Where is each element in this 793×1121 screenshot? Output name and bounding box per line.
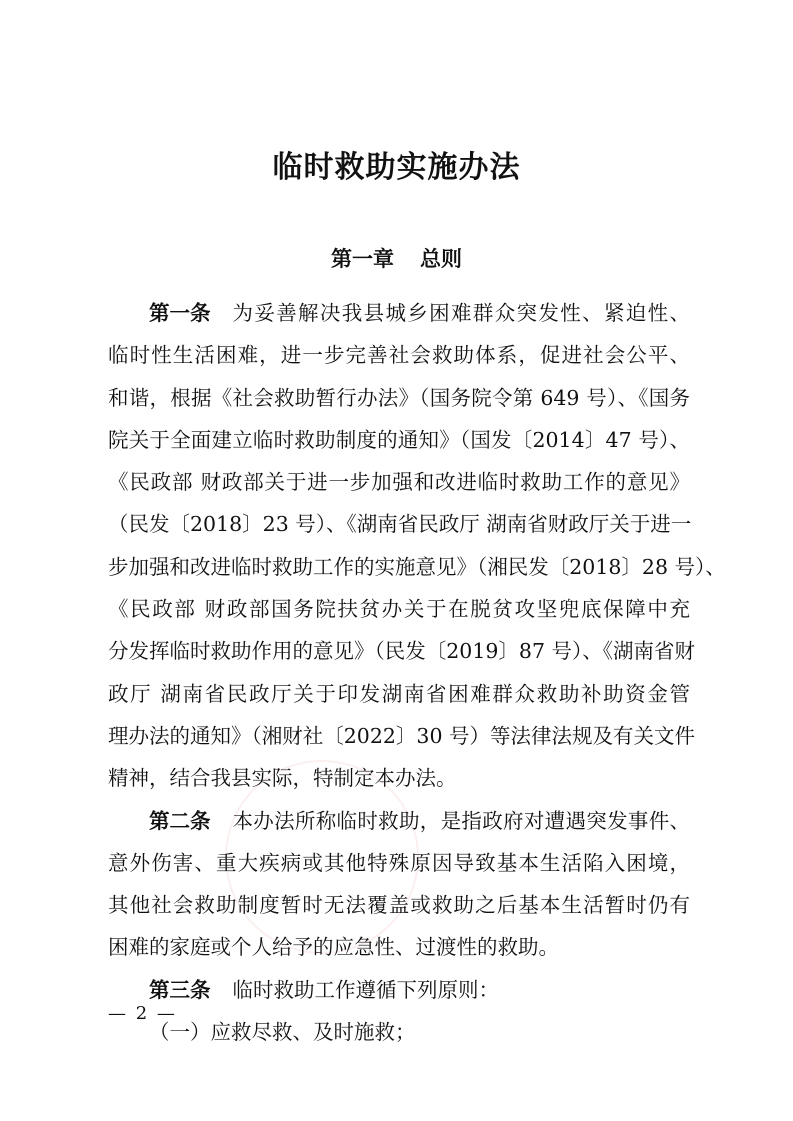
text-line [108, 334, 690, 376]
text-line [108, 461, 690, 503]
text-line [108, 800, 690, 842]
article-label: 第一条 [149, 301, 211, 325]
paragraph-text: 困难的家庭或个人给予的应急性、过渡性的救助。 [108, 935, 559, 960]
text-line [108, 757, 690, 799]
document-body [108, 292, 726, 1053]
text-line [108, 1011, 690, 1053]
paragraph-text: （民发〔2018〕23 号）、《湖南省民政厅 湖南省财政厅关于进一 [108, 512, 692, 537]
page-number: — 2 — [108, 1003, 177, 1024]
text-line [108, 630, 696, 672]
text-line [108, 292, 690, 334]
text-line [108, 926, 690, 968]
paragraph-text: 《民政部 财政部关于进一步加强和改进临时救助工作的意见》 [108, 470, 690, 495]
paragraph-text: 院关于全面建立临时救助制度的通知》（国发〔2014〕47 号）、 [108, 427, 690, 452]
text-line [108, 546, 726, 588]
article-label: 第三条 [149, 977, 211, 1002]
chapter-name: 总则 [420, 246, 462, 271]
text-line [108, 969, 690, 1011]
text-line [108, 842, 690, 884]
paragraph-text: 临时性生活困难，进一步完善社会救助体系，促进社会公平、 [108, 343, 690, 368]
text-line [108, 503, 690, 545]
paragraph-text: 步加强和改进临时救助工作的实施意见》（湘民发〔2018〕28 号）、 [108, 554, 726, 579]
paragraph-text: （一）应救尽救、及时施救； [149, 1020, 416, 1045]
paragraph-text: 分发挥临时救助作用的意见》（民发〔2019〕87 号）、《湖南省财 [108, 639, 696, 664]
paragraph-text: 《民政部 财政部国务院扶贫办关于在脱贫攻坚兜底保障中充 [108, 597, 690, 622]
text-line [108, 715, 696, 757]
chapter-number: 第一章 [331, 246, 394, 271]
article-text: 为妥善解决我县城乡困难群众突发性、紧迫性、 [232, 301, 690, 325]
paragraph-text: 和谐，根据《社会救助暂行办法》（国务院令第 649 号）、《国务 [108, 385, 690, 410]
article-label: 第二条 [149, 808, 211, 833]
paragraph-text: 其他社会救助制度暂时无法覆盖或救助之后基本生活暂时仍有 [108, 893, 690, 918]
text-line [108, 419, 690, 461]
text-line [108, 588, 690, 630]
text-line [108, 673, 690, 715]
text-line [108, 884, 690, 926]
chapter-heading [0, 243, 793, 273]
paragraph-text: 意外伤害、重大疾病或其他特殊原因导致基本生活陷入困境， [108, 850, 690, 875]
paragraph-text: 理办法的通知》（湘财社〔2022〕30 号）等法律法规及有关文件 [108, 723, 696, 748]
paragraph-text: 精神，结合我县实际，特制定本办法。 [108, 766, 457, 791]
article-text: 本办法所称临时救助，是指政府对遭遇突发事件、 [232, 808, 690, 833]
document-title: 临时救助实施办法 [272, 150, 521, 185]
paragraph-text: 政厅 湖南省民政厅关于印发湖南省困难群众救助补助资金管 [108, 681, 690, 706]
article-text: 临时救助工作遵循下列原则： [232, 977, 499, 1002]
text-line [108, 377, 690, 419]
